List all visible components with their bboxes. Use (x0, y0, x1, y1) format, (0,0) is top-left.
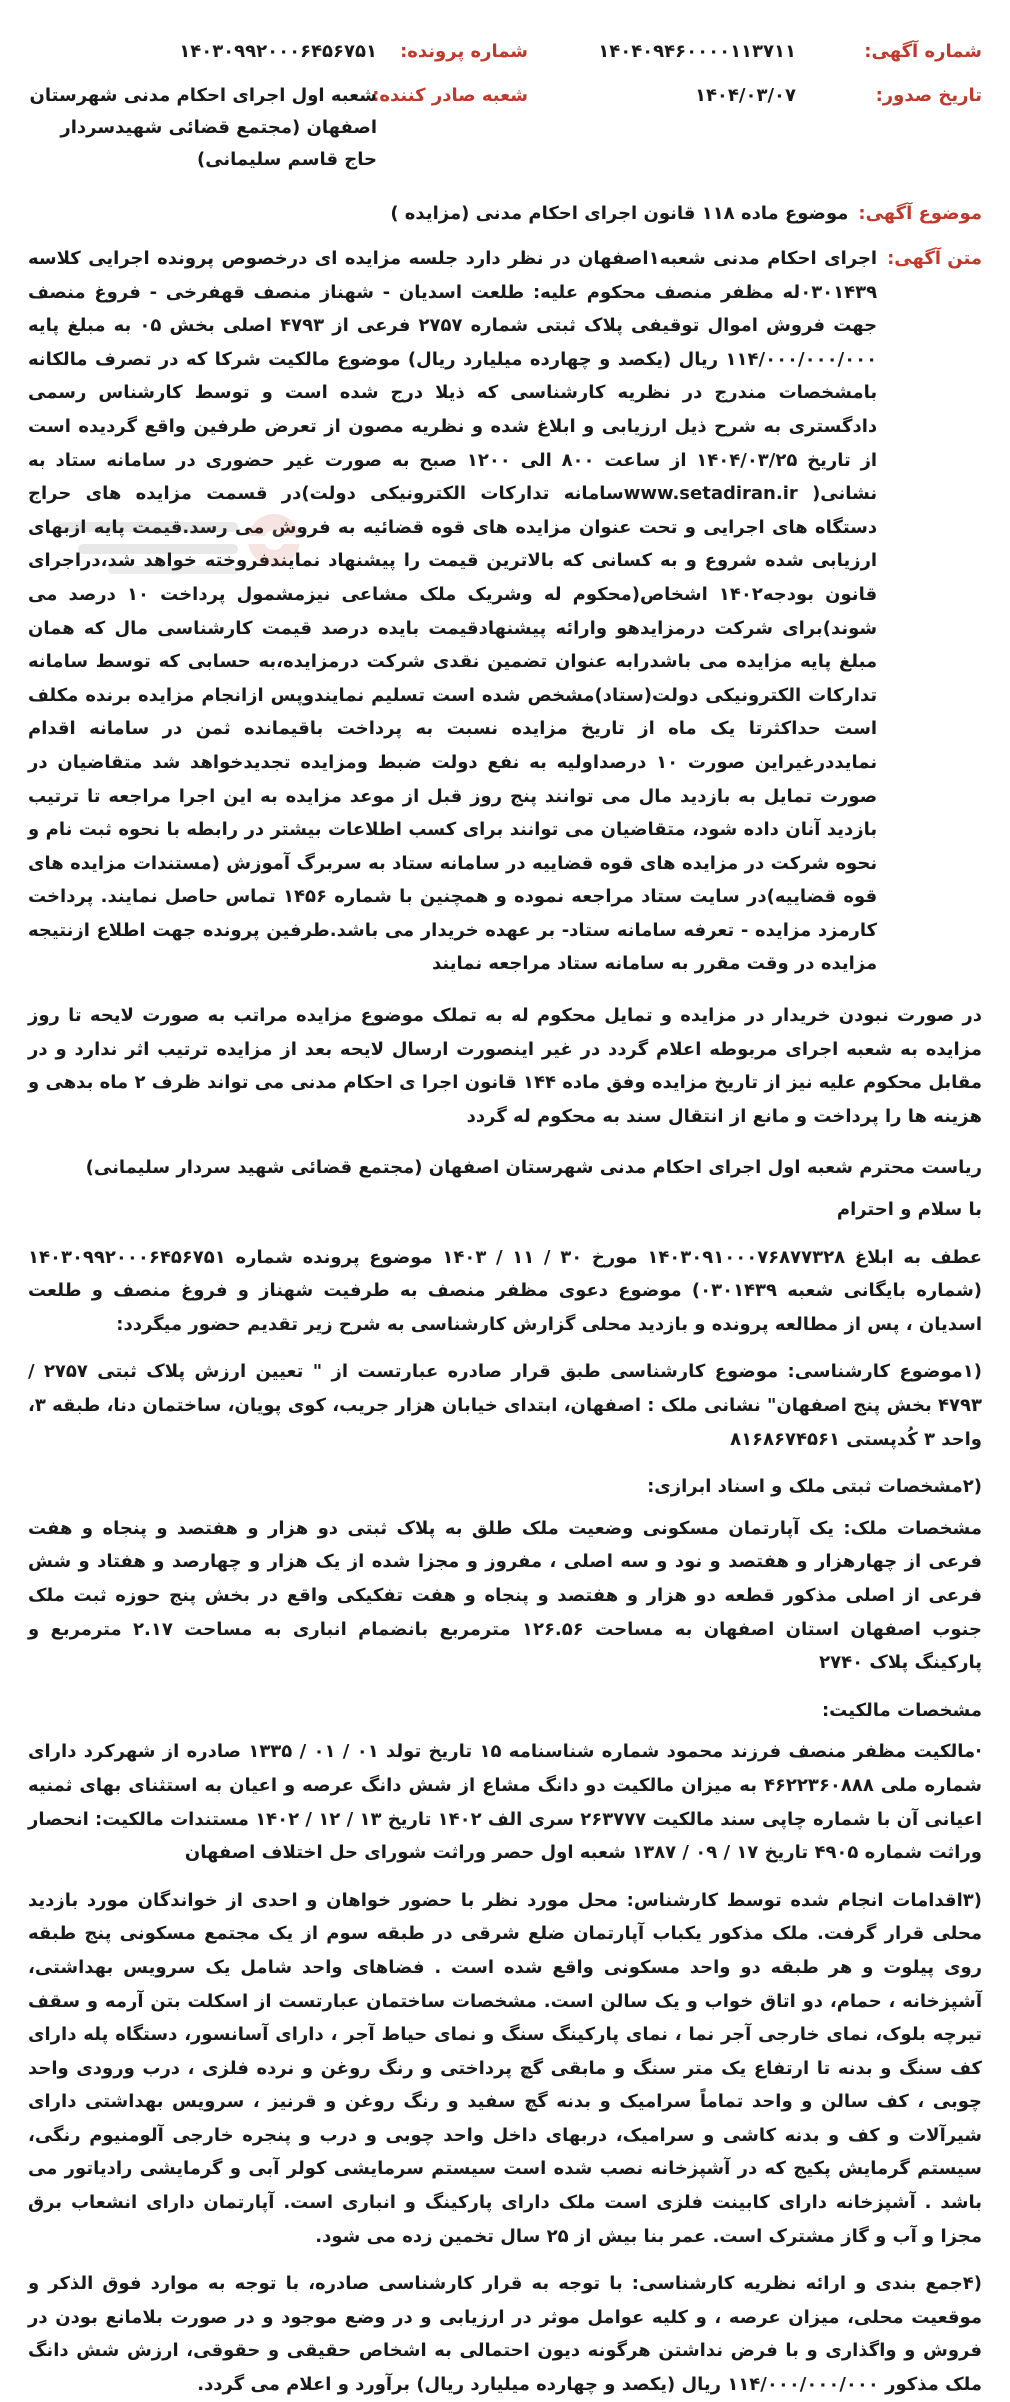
body-paragraph-ownership-heading: مشخصات مالکیت: (821, 1699, 982, 1721)
body-paragraph-conclusion: (۴جمع بندی و ارائه نظریه کارشناسی: با توجه به قرار کارشناسی صادره، با توجه به موارد فوق الذکر و موقعیت محلی، میزان عرصه ، و کلیه عوامل موثر در ارزیابی و در وضع موجود و در صورت بلامانع بودن در فروش و واگذاری و با فرض نداشتن هرگونه دیون احتمالی به اشخاص حقیقی و حقوقی، ارزش شش دانگ ملک مذکور ۱۱۴/۰۰۰/۰۰۰/۰۰۰ ریال (یکصد و چهارده میلیارد ریال) برآورد و اعلام می گردد. (28, 2273, 982, 2396)
ad-number-value: ۱۴۰۴۰۹۴۶۰۰۰۰۱۱۳۷۱۱ (598, 41, 796, 62)
case-number-label: شماره پرونده: (400, 41, 528, 62)
issue-date-value: ۱۴۰۴/۰۳/۰۷ (694, 85, 796, 106)
subject-value: موضوع ماده ۱۱۸ قانون اجرای احکام مدنی (مزایده ) (390, 203, 849, 224)
body-paragraph-property-specs: مشخصات ملک: یک آپارتمان مسکونی وضعیت ملک طلق به پلاک ثبتی دو هزار و هفتصد و پنجاه و هفت فرعی از چهارهزار و هفتصد و نود و سه اصلی ، مفروز و مجزا شده از یک هزار و چهارصد و هفتاد و شش فرعی از اصلی مذکور قطعه دو هزار و هفتصد و پنجاه و هفت تفکیکی واقع در بخش پنج حوزه ثبت ملک جنوب اصفهان استان اصفهان به مساحت ۱۲۶.۵۶ مترمربع بانضمام انباری به مساحت ۲.۱۷ مترمربع و پارکینگ پلاک ۲۷۴۰ (28, 1517, 982, 1674)
issuing-branch-value: شعبه اول اجرای احکام مدنی شهرستان اصفهان (مجتمع قضائی شهیدسردار حاج قاسم سلیمانی) (29, 85, 377, 170)
body-row (28, 242, 982, 995)
case-number-value: ۱۴۰۳۰۹۹۲۰۰۰۶۴۵۶۷۵۱ (179, 41, 377, 62)
subject-label: موضوع آگهی: (858, 203, 982, 224)
notice-meta (28, 36, 982, 176)
body-paragraph-subject: (۱موضوع کارشناسی: موضوع کارشناسی طبق قرار صادره عبارتست از " تعیین ارزش پلاک ثبتی ۲۷۵۷ / ۴۷۹۳ بخش پنج اصفهان" نشانی ملک : اصفهان، ابتدای خیابان هزار جریب، کوی پویان، ساختمان دنا، طبقه ۳، واحد ۳ کُدپستی ۸۱۶۸۶۷۴۵۶۱ (28, 1361, 982, 1450)
body-paragraph-inspection: (۳اقدامات انجام شده توسط کارشناس: محل مورد نظر با حضور خواهان و احدی از خواندگان مورد بازدید محلی قرار گرفت. ملک مذکور یکباب آپارتمان ضلع شرقی در طبقه سوم از یک مجتمع مسکونی پنج طبقه روی پیلوت و هر طبقه دو واحد مسکونی واقع شده است . فضاهای واحد شامل یک سرویس بهداشتی، آشپزخانه ، حمام، دو اتاق خواب و یک سالن است. مشخصات ساختمان عبارتست از اسکلت بتن آرمه و سقف تیرچه بلوک، نمای خارجی آجر نما ، نمای پارکینگ سنگ و نمای حیاط آجر ، دارای آسانسور، دستگاه پله دارای کف سنگ و بدنه تا ارتفاع یک متر سنگ و مابقی گچ پرداختی و رنگ روغن و نرده فلزی ، درب ورودی واحد چوبی ، کف سالن و واحد تماماً سرامیک و بدنه گچ سفید و رنگ روغن و قرنیز ، سرویس بهداشتی دارای شیرآلات و کف و بدنه کاشی و سرامیک، دربهای داخل واحد چوبی و درب و پنجره خارجی آلومنیوم رنگی، سیستم گرمایش پکیج که در آشپزخانه نصب شده است سیستم سرمایشی کولر آبی و گرمایشی رادیاتور می باشد . آشپزخانه دارای کابینت فلزی است ملک دارای پارکینگ و انباری است. آپارتمان دارای انشعاب برق مجزا و آب و گاز مشترک است. عمر بنا بیش از ۲۵ سال تخمین زده می شود. (28, 1889, 982, 2247)
body-paragraph-greeting: با سلام و احترام (836, 1199, 982, 1221)
body-text (28, 242, 877, 995)
ad-number-label: شماره آگهی: (864, 41, 982, 62)
body-paragraph-ownership: ·مالکیت مظفر منصف فرزند محمود شماره شناسنامه ۱۵ تاریخ تولد ۰۱ / ۰۱ / ۱۳۳۵ صادره از شهرکرد دارای شماره ملی ۴۶۲۲۳۶۰۸۸۸ به میزان مالکیت دو دانگ مشاع از شش دانگ عرصه و اعیان به استثنای بهای ثمنیه اعیانی آن با شماره چاپی سند مالکیت ۲۶۳۷۷۷ سری الف ۱۴۰۲ تاریخ ۱۳ / ۱۲ / ۱۴۰۲ مستندات مالکیت: انحصار وراثت شماره ۴۹۰۵ تاریخ ۱۷ / ۰۹ / ۱۳۸۷ شعبه اول حصر وراثت شورای حل اختلاف اصفهان (28, 1741, 983, 1864)
body-paragraph-registry-heading: (۲مشخصات ثبتی ملک و اسناد ابرازی: (647, 1476, 982, 1498)
body-continuation (28, 999, 982, 2402)
issue-date-label: تاریخ صدور: (875, 85, 982, 106)
subject-row (28, 198, 982, 230)
issuing-branch-label: شعبه صادر کننده: (372, 85, 528, 106)
body-label: متن آگهی: (887, 248, 982, 269)
body-paragraph-no-buyer: در صورت نبودن خریدار در مزایده و تمایل محکوم له به تملک موضوع مزایده مراتب به صورت لایحه تا روز مزایده به شعبه اجرای مربوطه اعلام گردد در غیر اینصورت ارسال لایحه بعد از مزایده ترتیب اثر ندارد و در مقابل محکوم علیه نیز از تاریخ مزایده وفق ماده ۱۴۴ قانون اجرا ی احکام مدنی می تواند ظرف ۲ ماه بدهی و هزینه ها را پرداخت و مانع از انتقال سند به محکوم له گردد (28, 1005, 983, 1127)
body-paragraph-addressee: ریاست محترم شعبه اول اجرای احکام مدنی شهرستان اصفهان (مجتمع قضائی شهید سردار سلیمانی) (85, 1157, 982, 1179)
body-paragraph-reference: عطف به ابلاغ ۱۴۰۳۰۹۱۰۰۰۷۶۸۷۷۳۲۸ مورخ ۳۰ / ۱۱ / ۱۴۰۳ موضوع پرونده شماره ۱۴۰۳۰۹۹۲۰۰۰۶۴۵۶۷۵۱ (شماره بایگانی شعبه ۰۳۰۱۴۳۹) موضوع دعوی مظفر منصف به طرفیت شهناز و فروغ منصف و طلعت اسدیان ، پس از مطالعه پرونده و بازدید محلی گزارش کارشناسی به شرح زیر تقدیم حضور میگردد: (28, 1246, 982, 1335)
body-paragraph-auction: اجرای احکام مدنی شعبه۱اصفهان در نظر دارد جلسه مزایده ای درخصوص پرونده اجرایی کلاسه ۰۳۰۱۴۳۹له مظفر منصف محکوم علیه: طلعت اسدیان - شهناز منصف قهفرخی - فروغ منصف جهت فروش اموال توقیفی پلاک ثبتی شماره ۲۷۵۷ فرعی از ۴۷۹۳ اصلی بخش ۰۵ به مبلغ پایه ۱۱۴/۰۰۰/۰۰۰/۰۰۰ ریال (یکصد و چهارده میلیارد ریال) موضوع مالکیت شرکا که در تصرف مالکانه بامشخصات مندرج در نظریه کارشناسی که ذیلا درج شده است و توسط کارشناس رسمی دادگستری به شرح ذیل ارزیابی و ابلاغ شده و نظریه مصون از تعرض طرفین واقع گردیده است از تاریخ ۱۴۰۴/۰۳/۲۵ از ساعت ۸۰۰ الی ۱۲۰۰ صبح به صورت غیر حضوری در سامانه ستاد به نشانی( www.setadiran.irسامانه تدارکات الکترونیکی دولت)در قسمت مزایده های حراج دستگاه های اجرایی و تحت عنوان مزایده های قوه قضائیه به فروش می رسد.قیمت پایه ازبهای ارزیابی شده شروع و به کسانی که بالاترین قیمت را پیشنهاد نمایندفروخته خواهد شد،دراجرای قانون بودجه۱۴۰۲ اشخاص(محکوم له وشریک ملک مشاعی نیزمشمول پرداخت ۱۰ درصد می شوند)برای شرکت درمزایدهو وارائه پیشنهادقیمت بایده درصد قیمت کارشناسی مال که همان مبلغ پایه مزایده می باشدرابه عنوان تضمین نقدی شرکت درمزایده،به حسابی که توسط سامانه تدارکات الکترونیکی دولت(ستاد)مشخص شده است تسلیم نمایندوپس ازانجام مزایده برنده مکلف است حداکثرتا یک ماه از تاریخ مزایده نسبت به پرداخت باقیمانده ثمن در سامانه اقدام نمایددرغیراین صورت ۱۰ درصداولیه به نفع دولت ضبط ومزایده تجدیدخواهد شد متقاضیان در صورت تمایل به بازدید مال می توانند پنج روز قبل از موعد مزایده به این اجرا مراجعه تا ترتیب بازدید آنان داده شود، متقاضیان می توانند برای کسب اطلاعات بیشتر در رابطه با نحوه ثبت نام و نحوه شرکت در مزایده های قوه قضاییه در سامانه ستاد به سربرگ آموزش (مستندات مزایده های قوه قضاییه)در سایت ستاد مراجعه نموده و همچنین با شماره ۱۴۵۶ تماس حاصل نمایند. پرداخت کارمزد مزایده - تعرفه سامانه ستاد- بر عهده خریدار می باشد.طرفین پرونده جهت اطلاع ازنتیجه مزایده در وقت مقرر به سامانه ستاد مراجعه نمایند (28, 248, 878, 975)
